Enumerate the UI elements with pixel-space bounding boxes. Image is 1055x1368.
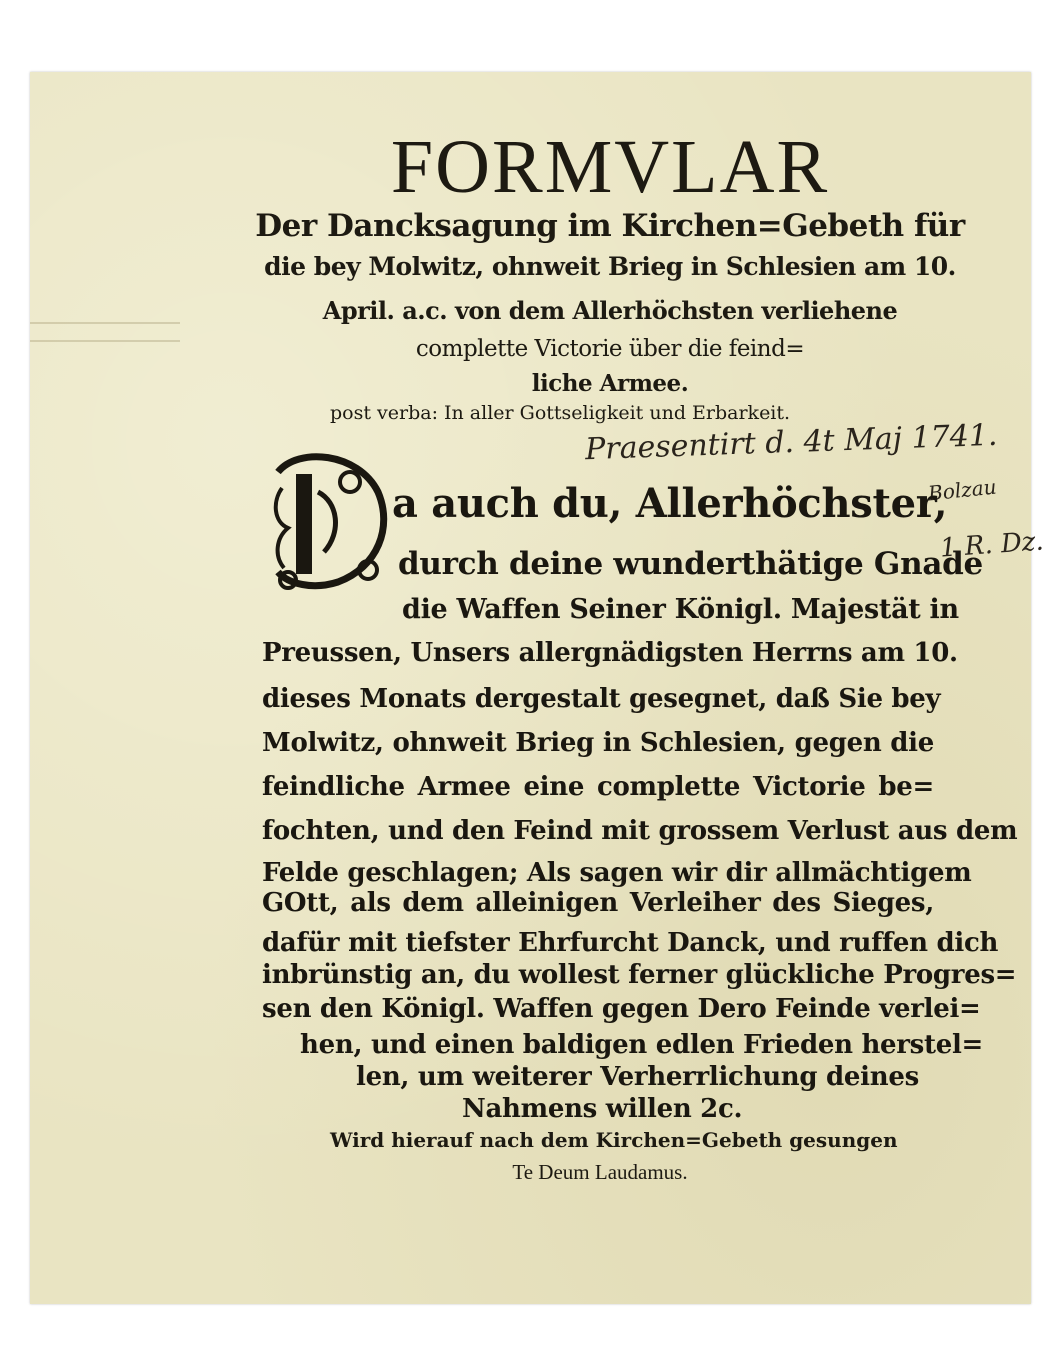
body-text-line: feindliche Armee eine complette Victorie be= [262,772,934,802]
body-text-line: a auch du, Allerhöchster, [392,480,948,527]
paper-fold-mark [30,340,180,342]
handwritten-note: Praesentirt d. 4t Maj 1741. [584,417,998,468]
post-verba-line: post verba: In aller Gottseligkeit und Erbarkeit. [330,402,791,424]
body-text-line: durch deine wunderthätige Gnade [398,546,983,582]
body-text-line: inbrünstig an, du wollest ferner glückliche Progres= [262,960,1017,990]
handwritten-note: 1 R. Dz. [939,526,1045,564]
body-text-line: dafür mit tiefster Ehrfurcht Danck, und ruffen dich [262,928,999,958]
decorated-initial-letter [268,452,392,592]
paper-fold-mark [30,322,180,324]
document-title: FORMVLAR [390,125,830,209]
closing-hymn-title: Te Deum Laudamus. [512,1160,688,1184]
body-text-line: sen den Königl. Waffen gegen Dero Feinde verlei= [262,994,981,1024]
body-text-line: len, um weiterer Verherrlichung deines [356,1062,919,1092]
subtitle-line: complette Victorie über die feind= [415,336,805,362]
body-text-line: dieses Monats dergestalt gesegnet, daß Sie bey [262,684,941,714]
body-text-line: hen, und einen baldigen edlen Frieden herstel= [300,1030,984,1060]
subtitle-line: liche Armee. [531,370,689,397]
body-text-line: die Waffen Seiner Königl. Majestät in [402,594,959,625]
closing-instruction: Wird hierauf nach dem Kirchen=Gebeth gesungen [330,1128,898,1152]
body-text-line: GOtt, als dem alleinigen Verleiher des Sieges, [262,888,934,918]
subtitle-line: die bey Molwitz, ohnweit Brieg in Schlesien am 10. [264,252,956,281]
body-text-line: Preussen, Unsers allergnädigsten Herrns am 10. [262,638,958,668]
body-text-line: Nahmens willen 2c. [462,1094,743,1124]
subtitle-line: Der Dancksagung im Kirchen=Gebeth für [255,208,965,244]
handwritten-note: Bolzau [926,474,998,506]
subtitle-line: April. a.c. von dem Allerhöchsten verliehene [322,296,898,325]
body-text-line: fochten, und den Feind mit grossem Verlust aus dem [262,816,1018,846]
body-text-line: Felde geschlagen; Als sagen wir dir allmächtigem [262,858,972,888]
body-text-line: Molwitz, ohnweit Brieg in Schlesien, gegen die [262,728,934,758]
